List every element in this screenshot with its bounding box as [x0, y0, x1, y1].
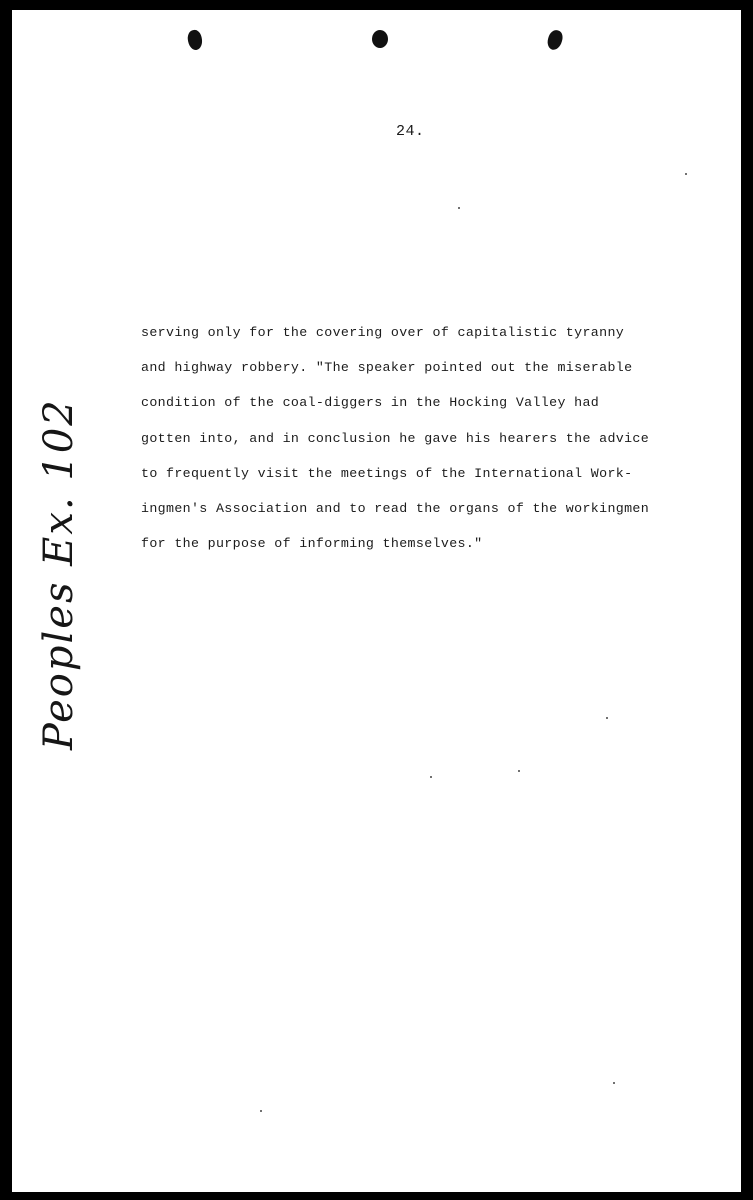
- document-page: [12, 10, 741, 1192]
- paper-speck: [613, 1082, 615, 1084]
- paper-speck: [260, 1110, 262, 1112]
- text-line: serving only for the covering over of capitalistic tyranny: [141, 325, 625, 340]
- text-line: ingmen's Association and to read the organs of the workingmen: [141, 501, 650, 517]
- text-line: condition of the coal-diggers in the Hocking Valley had: [141, 395, 600, 411]
- punch-hole-center: [372, 30, 388, 48]
- paper-speck: [606, 717, 608, 719]
- paper-speck: [518, 770, 520, 772]
- body-text: [141, 315, 731, 561]
- paper-speck: [458, 207, 460, 209]
- text-line: for the purpose of informing themselves.": [141, 536, 483, 552]
- handwritten-exhibit-annotation: Peoples Ex. 102: [36, 398, 82, 750]
- paper-speck: [430, 776, 432, 778]
- punch-hole-right: [546, 29, 565, 52]
- text-line: to frequently visit the meetings of the International Work-: [141, 465, 633, 481]
- text-line: and highway robbery. "The speaker pointed out the miserable: [141, 360, 633, 376]
- punch-hole-left: [186, 29, 204, 51]
- paper-speck: [685, 173, 687, 175]
- page-number: 24.: [396, 123, 425, 140]
- text-line: gotten into, and in conclusion he gave his hearers the advice: [141, 430, 650, 446]
